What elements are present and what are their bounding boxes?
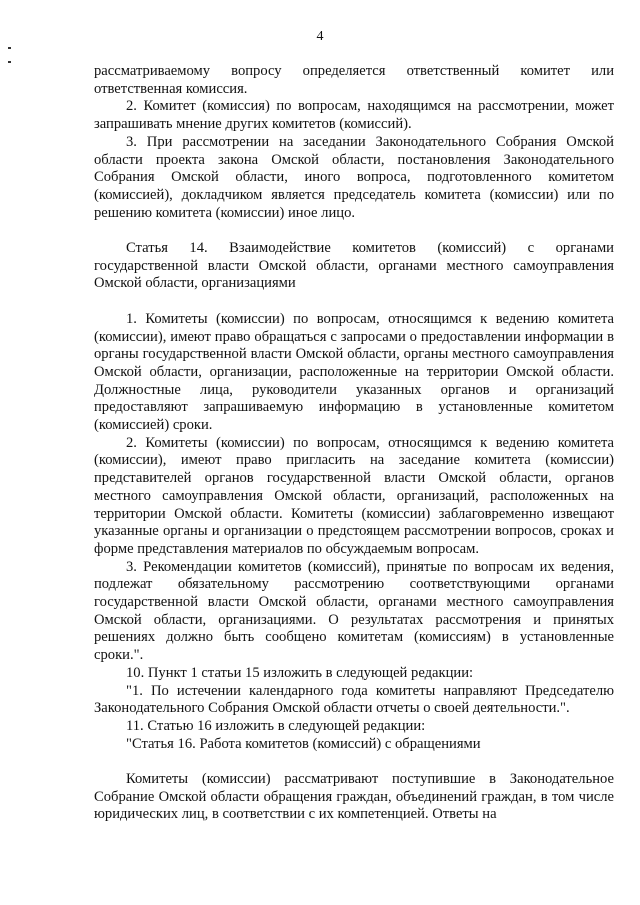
- paragraph-item-2: 2. Комитет (комиссия) по вопросам, находящимся на рассмотрении, может запрашивать мнение других комитетов (комиссий).: [94, 98, 614, 133]
- article-14-item-3: 3. Рекомендации комитетов (комиссий), принятые по вопросам их ведения, подлежат обязательному рассмотрению соответствующими органами государственной власти Омской области, органами местного самоуправления Омской области, организациями. О результатах рассмотрения и принятых решениях должно быть сообщено комитетам (комиссиям) в установленные сроки.".: [94, 558, 614, 664]
- article-16-body: Комитеты (комиссии) рассматривают поступившие в Законодательное Собрание Омской области обращения граждан, объединений граждан, в том числе юридических лиц, в соответствии с их компетенцией. Ответы на: [94, 771, 614, 823]
- paragraph-continuation: рассматриваемому вопросу определяется ответственный комитет или ответственная комиссия.: [94, 63, 614, 97]
- article-14-item-1: 1. Комитеты (комиссии) по вопросам, относящимся к ведению комитета (комиссии), имеют право обращаться с запросами о предоставлении информации в органы государственной власти Омской области, органы местного самоуправления Омской области, организации, расположенные на территории Омской области. Должностные лица, руководители указанных органов и организаций предоставляют запрашиваемую информацию в установленные комитетом (комиссией) сроки.: [94, 310, 614, 434]
- article-16-heading: "Статья 16. Работа комитетов (комиссий) с обращениями: [126, 735, 481, 752]
- amendment-10: 10. Пункт 1 статьи 15 изложить в следующей редакции:: [126, 664, 474, 681]
- article-14-item-2: 2. Комитеты (комиссии) по вопросам, относящимся к ведению комитета (комиссии), имеют право пригласить на заседание комитета (комиссии) представителей органов государственной власти Омской области, органов местного самоуправления Омской области, организаций, расположенных на территории Омской области. Комитеты (комиссии) заблаговременно извещают указанные органы и организации о предстоящем рассмотрении вопросов, сроках и форме представления материалов по обсуждаемым вопросам.: [94, 434, 614, 557]
- amendment-11: 11. Статью 16 изложить в следующей редакции:: [126, 717, 426, 734]
- amendment-10-text: "1. По истечении календарного года комитеты направляют Председателю Законодательного Собрания Омской области отчеты о своей деятельности.".: [94, 682, 614, 717]
- scan-mark: [8, 61, 11, 63]
- article-14-heading: Статья 14. Взаимодействие комитетов (комиссий) с органами государственной власти Омской области, органами местного самоуправления Омской области, организациями: [94, 240, 614, 292]
- scan-mark: [8, 47, 11, 49]
- document-body: [94, 63, 614, 824]
- paragraph-item-3: 3. При рассмотрении на заседании Законодательного Собрания Омской области проекта закона Омской области, постановления Законодательного Собрания Омской области, иного вопроса, подготовленного комитетом (комиссией), докладчиком является председатель комитета (комиссии) или по решению комитета (комиссии) иное лицо.: [94, 133, 614, 221]
- page-number: 4: [316, 29, 324, 44]
